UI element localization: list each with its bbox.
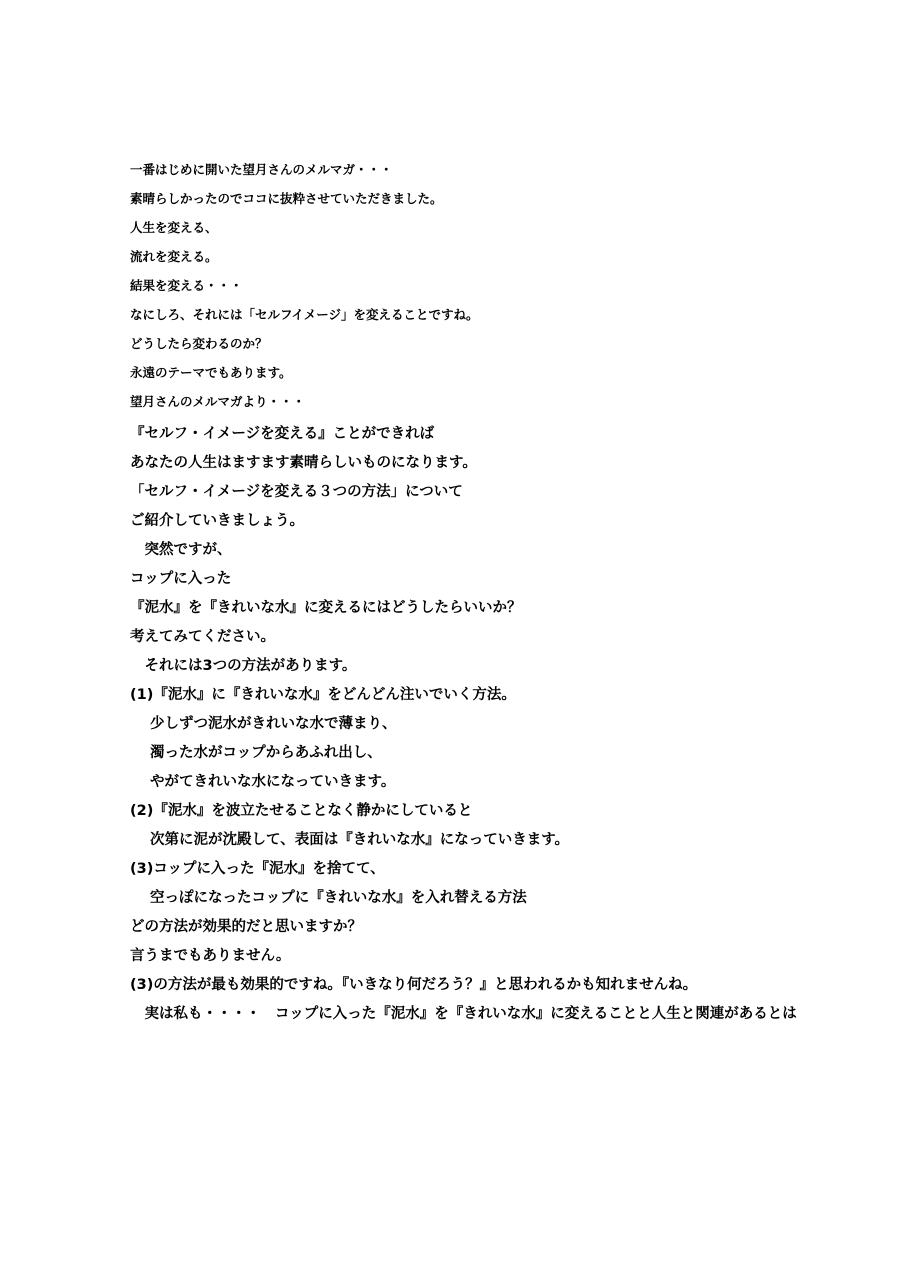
list-item-detail: やがてきれいな水になっていきます。 (150, 774, 396, 790)
text-line: 「セルフ・イメージを変える３つの方法」について (130, 484, 463, 500)
text-line: 言うまでもありません。 (130, 948, 291, 964)
text-line: 永遠のテーマでもあります。 (130, 365, 292, 380)
text-line: 望月さんのメルマガより・・・ (130, 394, 306, 409)
text-line: 考えてみてください。 (130, 629, 275, 645)
list-item-heading: (1)『泥水』に『きれいな水』をどんどん注いでいく方法。 (130, 687, 516, 703)
list-item-detail: 空っぽになったコップに『きれいな水』を入れ替える方法 (150, 890, 527, 906)
text-line: ご紹介していきましょう。 (130, 513, 304, 529)
text-line: 流れを変える。 (130, 249, 218, 264)
text-line: 『セルフ・イメージを変える』ことができれば (130, 426, 435, 442)
list-item-heading: (2)『泥水』を波立たせることなく静かにしていると (130, 803, 473, 819)
text-line: 素晴らしかったのでココに抜粋させていただきました。 (130, 191, 443, 206)
text-line: あなたの人生はますます素晴らしいものになります。 (130, 455, 477, 471)
text-line: コップに入った (130, 571, 232, 587)
text-line: (3)の方法が最も効果的ですね。『いきなり何だろう？』と思われるかも知れませんね。 (130, 977, 698, 993)
text-line: 結果を変える・・・ (130, 278, 243, 293)
list-item-detail: 濁った水がコップからあふれ出し、 (150, 745, 382, 761)
text-line: 人生を変える、 (130, 220, 218, 235)
text-line: 実は私も・・・・ コップに入った『泥水』を『きれいな水』に変えることと人生と関連があるとは (130, 1006, 797, 1022)
list-item-heading: (3)コップに入った『泥水』を捨てて、 (130, 861, 385, 877)
text-line: それには3つの方法があります。 (130, 658, 357, 674)
text-line: 『泥水』を『きれいな水』に変えるにはどうしたらいいか？ (130, 600, 522, 616)
text-line: なにしろ、それには「セルフイメージ」を変えることですね。 (130, 307, 479, 322)
list-item-detail: 少しずつ泥水がきれいな水で薄まり、 (150, 716, 397, 732)
text-line: どの方法が効果的だと思いますか？ (130, 919, 362, 935)
text-line: 突然ですが、 (130, 542, 232, 558)
text-line: 一番はじめに開いた望月さんのメルマガ・・・ (130, 162, 393, 177)
text-line: どうしたら変わるのか？ (130, 336, 268, 351)
list-item-detail: 次第に泥が沈殿して、表面は『きれいな水』になっていきます。 (150, 832, 570, 848)
